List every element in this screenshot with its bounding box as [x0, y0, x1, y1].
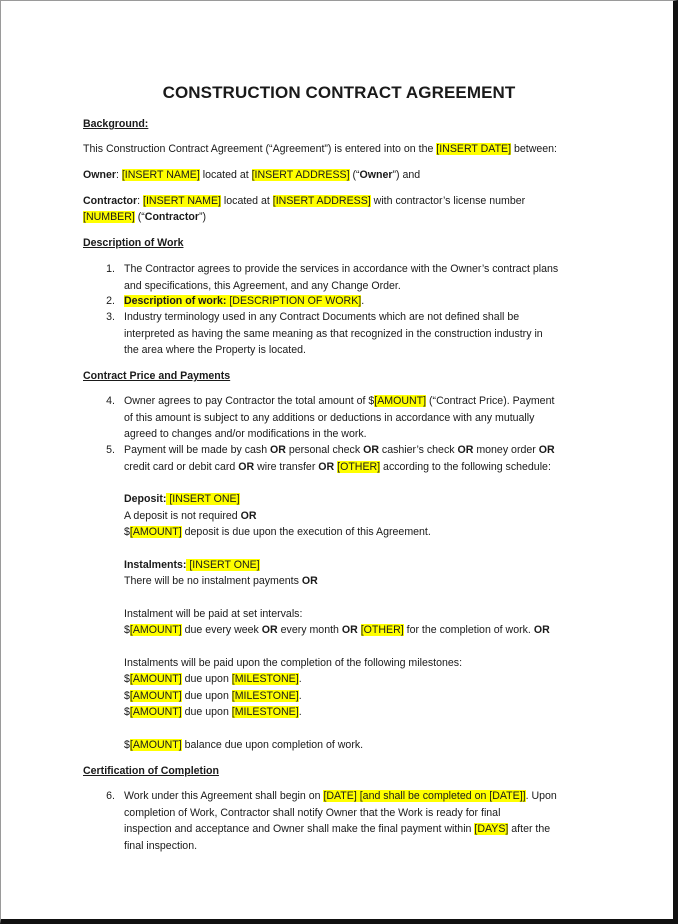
milestone-line: $[AMOUNT] due upon [MILESTONE]. — [124, 690, 302, 702]
instalments-label-line: Instalments: [INSERT ONE] — [124, 559, 260, 571]
milestones-intro-line: Instalments will be paid upon the completion of the following milestones: — [124, 657, 463, 669]
deposit-amount-line: $[AMOUNT] deposit is due upon the execution of this Agreement. — [124, 526, 431, 538]
interval-other-field: [OTHER] — [360, 624, 404, 636]
milestone-field: [MILESTONE] — [231, 673, 299, 685]
description-heading: Description of Work — [83, 237, 184, 249]
balance-line: $[AMOUNT] balance due upon completion of work. — [124, 739, 364, 751]
deposit-amount-field: [AMOUNT] — [129, 526, 182, 538]
milestone-field: [MILESTONE] — [231, 706, 299, 718]
background-intro: This Construction Contract Agreement (“Agreement”) is entered into on the [INSERT DATE] between: — [83, 143, 558, 155]
contract-amount-field: [AMOUNT] — [374, 395, 427, 407]
milestone-field: [MILESTONE] — [231, 690, 299, 702]
instalments-intervals-line: Instalment will be paid at set intervals: — [124, 608, 303, 620]
owner-line: Owner: [INSERT NAME] located at [INSERT ADDRESS] (“Owner”) and — [83, 169, 421, 181]
insert-date-field: [INSERT DATE] — [436, 143, 512, 155]
owner-address-field: [INSERT ADDRESS] — [251, 169, 350, 181]
instalments-none-line: There will be no instalment payments OR — [124, 575, 318, 587]
license-number-field: [NUMBER] — [83, 211, 135, 223]
contractor-address-field: [INSERT ADDRESS] — [272, 195, 371, 207]
deposit-not-required: A deposit is not required OR — [124, 510, 257, 522]
deposit-label-line: Deposit: [INSERT ONE] — [124, 493, 240, 505]
milestone-amount-field: [AMOUNT] — [129, 706, 182, 718]
milestone-amount-field: [AMOUNT] — [129, 690, 182, 702]
background-heading: Background: — [83, 118, 149, 130]
milestone-line: $[AMOUNT] due upon [MILESTONE]. — [124, 673, 302, 685]
deposit-choice-field: [INSERT ONE] — [166, 493, 240, 505]
milestone-line: $[AMOUNT] due upon [MILESTONE]. — [124, 706, 302, 718]
payment-other-field: [OTHER] — [337, 460, 381, 473]
contractor-line: Contractor: [INSERT NAME] located at [INSERT ADDRESS] with contractor’s license number — [83, 195, 526, 207]
owner-name-field: [INSERT NAME] — [121, 169, 200, 181]
balance-amount-field: [AMOUNT] — [129, 739, 182, 751]
contractor-name-field: [INSERT NAME] — [143, 195, 221, 207]
document-page: CONSTRUCTION CONTRACT AGREEMENT Background: This Construction Contract Agreement (“Agreement”) is entered into on the [INSERT DATE] between: Owner: [INSERT NAME] located at [INSERT ADDRESS] (“Owner”) and Contractor: [INSERT NAME] located at [INSERT ADDRESS] with contractor’s license number [NUMBER] (“Contractor”) Description of Work 1. The Contractor agrees to provide the services in accordance with the Owner’s contract plans and specifications, this Agreement, and any Change Order. 2. Description of work: [DESCRIPTION OF WORK]. 3. Industry terminology used in any Contract Documents which are not defined shall be interpreted as having the same meaning as that recognized in the construction industry in the area where the Property is located. Contract Price and Payments 4. Owner agrees to pay Contractor the total amount of $[AMOUNT] (“Contract Price). Payment of this amount is subject to any additions or deductions in accordance with any mutually agreed to changes and/or modifications in the work. 5. Payment will be made by cash OR personal check OR cashier’s check OR money order OR credit card or debit card OR wire transfer OR [OTHER] according to the following schedule: Deposit: [INSERT ONE] A deposit is not required OR $[AMOUNT] deposit is due upon the execution of this Agreement. Instalments: [INSERT ONE] There will be no instalment payments OR Instalment will be paid at set intervals: $[AMOUNT] due every week OR every month OR [OTHER] for the completion of work. OR Instalments will be paid upon the completion of the following milestones: $[AMOUNT] due upon [MILESTONE]. $[AMOUNT] due upon [MILESTONE]. $[AMOUNT] due upon [MILESTONE]. $[AMOUNT] balance due upon completion of work. Certification of Completion 6. Work under this Agreement shall begin on [DATE] [and shall be completed on [DATE]]. Upon completion of Work, Contractor shall notify Owner that the Work is ready for final inspection and acceptance and Owner shall make the final payment within [DAYS] after the final inspection. — [0, 0, 678, 924]
certification-heading: Certification of Completion — [83, 765, 219, 777]
instalments-interval-amount-line: $[AMOUNT] due every week OR every month OR [OTHER] for the completion of work. OR — [124, 624, 550, 636]
days-field: [DAYS] — [474, 823, 509, 835]
interval-amount-field: [AMOUNT] — [129, 624, 182, 636]
milestone-amount-field: [AMOUNT] — [129, 673, 182, 685]
description-of-work-field: [DESCRIPTION OF WORK] — [226, 295, 362, 307]
dates-field: [DATE] [and shall be completed on [DATE]] — [323, 790, 526, 802]
contractor-license-line: [NUMBER] (“Contractor”) — [83, 211, 207, 223]
document-title: CONSTRUCTION CONTRACT AGREEMENT — [162, 83, 516, 102]
price-heading: Contract Price and Payments — [83, 370, 231, 382]
instalments-choice-field: [INSERT ONE] — [186, 559, 260, 571]
